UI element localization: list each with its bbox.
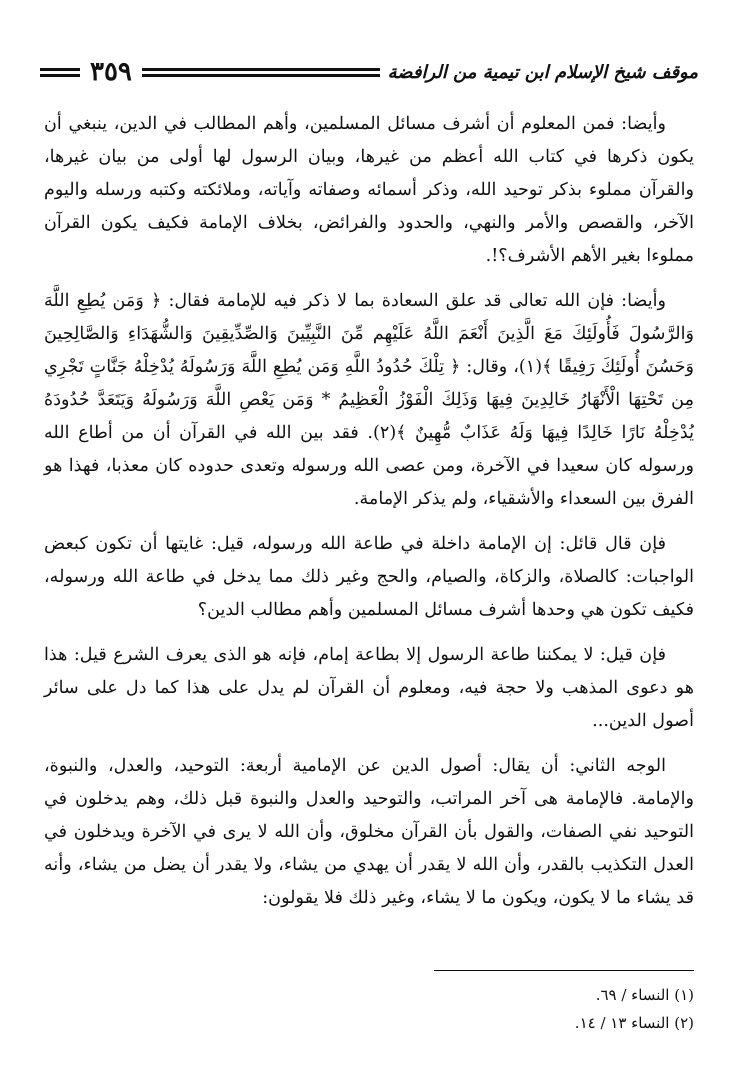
paragraph-5: الوجه الثاني: أن يقال: أصول الدين عن الإمامية أربعة: التوحيد، والعدل، والنبوة، والإمامة. فالإمامة هى آخر المراتب، والتوحيد والعدل والنبوة قبل ذلك، وهم يدخلون في التوحيد نفي الصفات، والقول بأن القرآن مخلوق، وأن الله لا يرى في الآخرة ويدخلون في العدل التكذيب بالقدر، وأن الله لا يقدر أن يهدي من يشاء، ولا يقدر أن يضل من يشاء، وأنه قد يشاء ما لا يكون، ويكون ما لا يشاء، وغير ذلك فلا يقولون: — [44, 756, 694, 908]
header-rule-short — [40, 68, 80, 77]
footnote-2: (٢) النساء ١٣ / ١٤. — [574, 1014, 694, 1032]
paragraph-2: وأيضا: فإن الله تعالى قد علق السعادة بما لا ذكر فيه للإمامة فقال: ﴿ وَمَن يُطِعِ اللَّهَ وَالرَّسُولَ فَأُولَئِكَ مَعَ الَّذِينَ أَنْعَمَ اللَّهُ عَلَيْهِم مِّنَ النَّبِيِّينَ وَالصِّدِّيقِينَ وَالشُّهَدَاءِ وَالصَّالِحِينَ وَحَسُنَ أُولَئِكَ رَفِيقًا ﴾(١)، وقال: ﴿ تِلْكَ حُدُودُ اللَّهِ وَمَن يُطِعِ اللَّهَ وَرَسُولَهُ يُدْخِلْهُ جَنَّاتٍ تَجْرِي مِن تَحْتِهَا الْأَنْهَارُ خَالِدِينَ فِيهَا وَذَلِكَ الْفَوْزُ الْعَظِيمُ * وَمَن يَعْصِ اللَّهَ وَرَسُولَهُ وَيَتَعَدَّ حُدُودَهُ يُدْخِلْهُ نَارًا خَالِدًا فِيهَا وَلَهُ عَذَابٌ مُّهِينٌ ﴾(٢). فقد بين الله في القرآن أن من أطاع الله ورسوله كان سعيدا في الآخرة، ومن عصى الله ورسوله وتعدى حدوده كان معذبا، فهذا هو الفرق بين السعداء والأشقياء، ولم يذكر الإمامة. — [44, 291, 694, 509]
page-header — [40, 52, 698, 92]
paragraph-3: فإن قال قائل: إن الإمامة داخلة في طاعة الله ورسوله، قيل: غايتها أن تكون كبعض الواجبات: كالصلاة، والزكاة، والصيام، والحج وغير ذلك مما يدخل في طاعة الله ورسوله، فكيف تكون هي وحدها أشرف مسائل المسلمين وأهم مطالب الدين؟ — [44, 534, 694, 620]
header-rule-long — [142, 68, 380, 77]
page-number: ٣٥٩ — [90, 57, 132, 87]
running-title: موقف شيخ الإسلام ابن تيمية من الرافضة — [387, 61, 698, 83]
footnotes — [44, 970, 694, 1037]
page-body — [44, 108, 694, 927]
paragraph-1: وأيضا: فمن المعلوم أن أشرف مسائل المسلمين، وأهم المطالب في الدين، ينبغي أن يكون ذكرها في كتاب الله أعظم من غيرها، وبيان الرسول لها أولى من بيان غيرها، والقرآن مملوء بذكر توحيد الله، وذكر أسمائه وصفاته وآياته، وملائكته وكتبه ورسله واليوم الآخر، والقصص والأمر والنهي، والحدود والفرائض، بخلاف الإمامة فكيف يكون القرآن مملوءا بغير الأهم الأشرف؟!. — [44, 114, 694, 266]
footnote-1: (١) النساء / ٦٩. — [595, 986, 694, 1004]
footnote-separator — [434, 970, 694, 971]
paragraph-4: فإن قيل: لا يمكننا طاعة الرسول إلا بطاعة إمام، فإنه هو الذى يعرف الشرع قيل: هذا هو دعوى المذهب ولا حجة فيه، ومعلوم أن القرآن لم يدل على هذا كما دل على سائر أصول الدين... — [44, 645, 694, 731]
